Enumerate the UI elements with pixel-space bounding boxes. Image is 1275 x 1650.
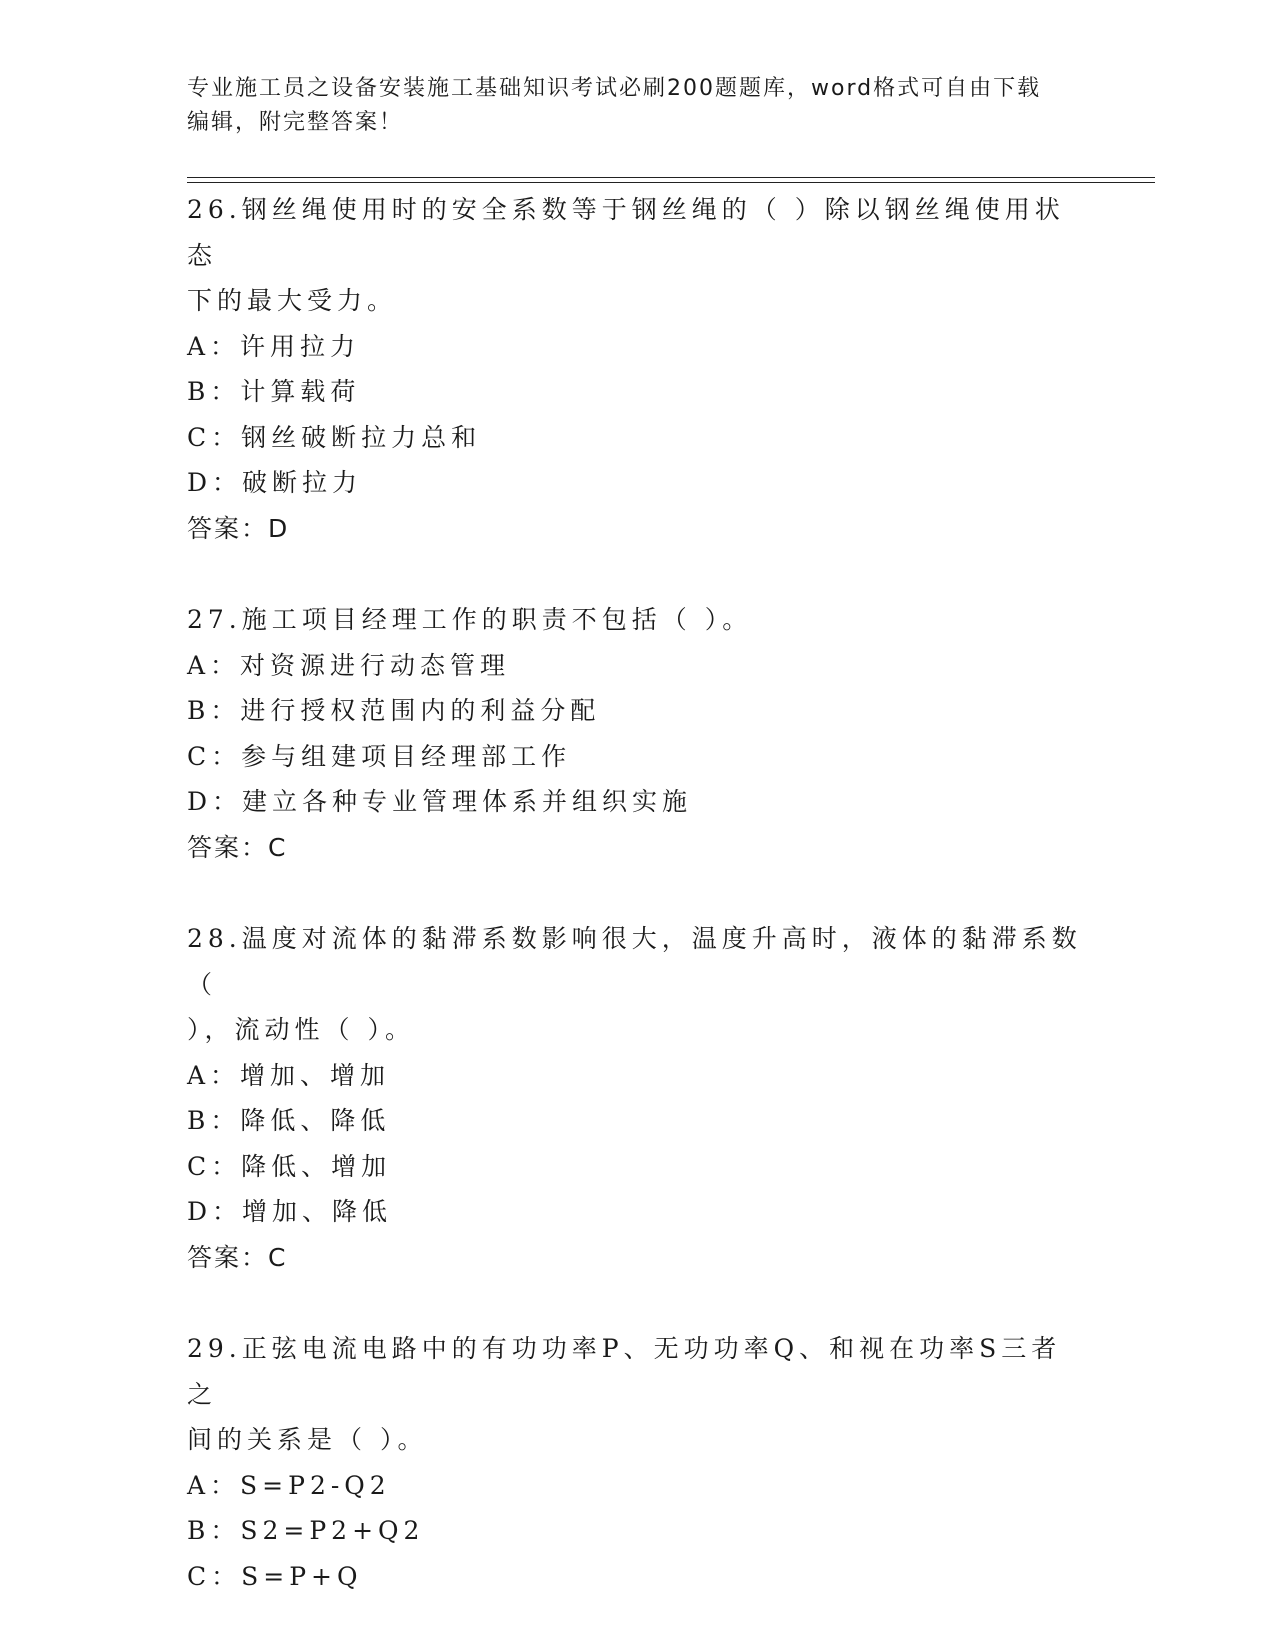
question-stem-line: 26.钢丝绳使用时的安全系数等于钢丝绳的（ ）除以钢丝绳使用状态 [187,195,1065,270]
option-c: C：参与组建项目经理部工作 [187,741,572,771]
option-d: D：建立各种专业管理体系并组织实施 [187,787,693,816]
option-a: A：许用拉力 [187,331,361,361]
header-divider-bottom [187,182,1155,183]
option-b: B：S2=P2+Q2 [187,1516,425,1545]
question-26 [187,187,1087,551]
option-a: A：增加、增加 [187,1060,391,1090]
option-b: B：计算载荷 [187,377,361,406]
option-d: D：破断拉力 [187,468,363,497]
question-stem-line: 28.温度对流体的黏滞系数影响很大，温度升高时，液体的黏滞系数（ [187,924,1082,999]
header-line-2: 编辑，附完整答案！ [187,110,404,135]
question-stem-line: 间的关系是（ ）。 [187,1425,428,1454]
header-line-1: 专业施工员之设备安装施工基础知识考试必刷200题题库，word格式可自由下载 [187,76,1042,101]
question-stem-line: 下的最大受力。 [187,286,398,315]
question-stem-line: ），流动性（ ）。 [187,1015,415,1044]
option-a: A：对资源进行动态管理 [187,650,511,680]
question-list [187,187,1087,1645]
option-c: C：降低、增加 [187,1151,392,1181]
option-d: D：增加、降低 [187,1197,393,1226]
answer-text: 答案：C [187,832,288,862]
option-a: A：S=P2-Q2 [187,1470,391,1500]
document-header [187,72,1067,140]
question-28 [187,916,1087,1280]
option-b: B：降低、降低 [187,1106,391,1135]
option-c: C：S=P+Q [187,1561,363,1591]
question-stem-line: 27.施工项目经理工作的职责不包括（ ）。 [187,605,753,634]
question-stem-line: 29.正弦电流电路中的有功功率P、无功功率Q、和视在功率S三者之 [187,1334,1062,1409]
answer-text: 答案：C [187,1242,288,1272]
question-27 [187,597,1087,870]
question-29 [187,1326,1087,1599]
option-b: B：进行授权范围内的利益分配 [187,696,601,725]
option-c: C：钢丝破断拉力总和 [187,422,482,452]
header-divider-top [187,177,1155,178]
answer-text: 答案：D [187,513,290,543]
